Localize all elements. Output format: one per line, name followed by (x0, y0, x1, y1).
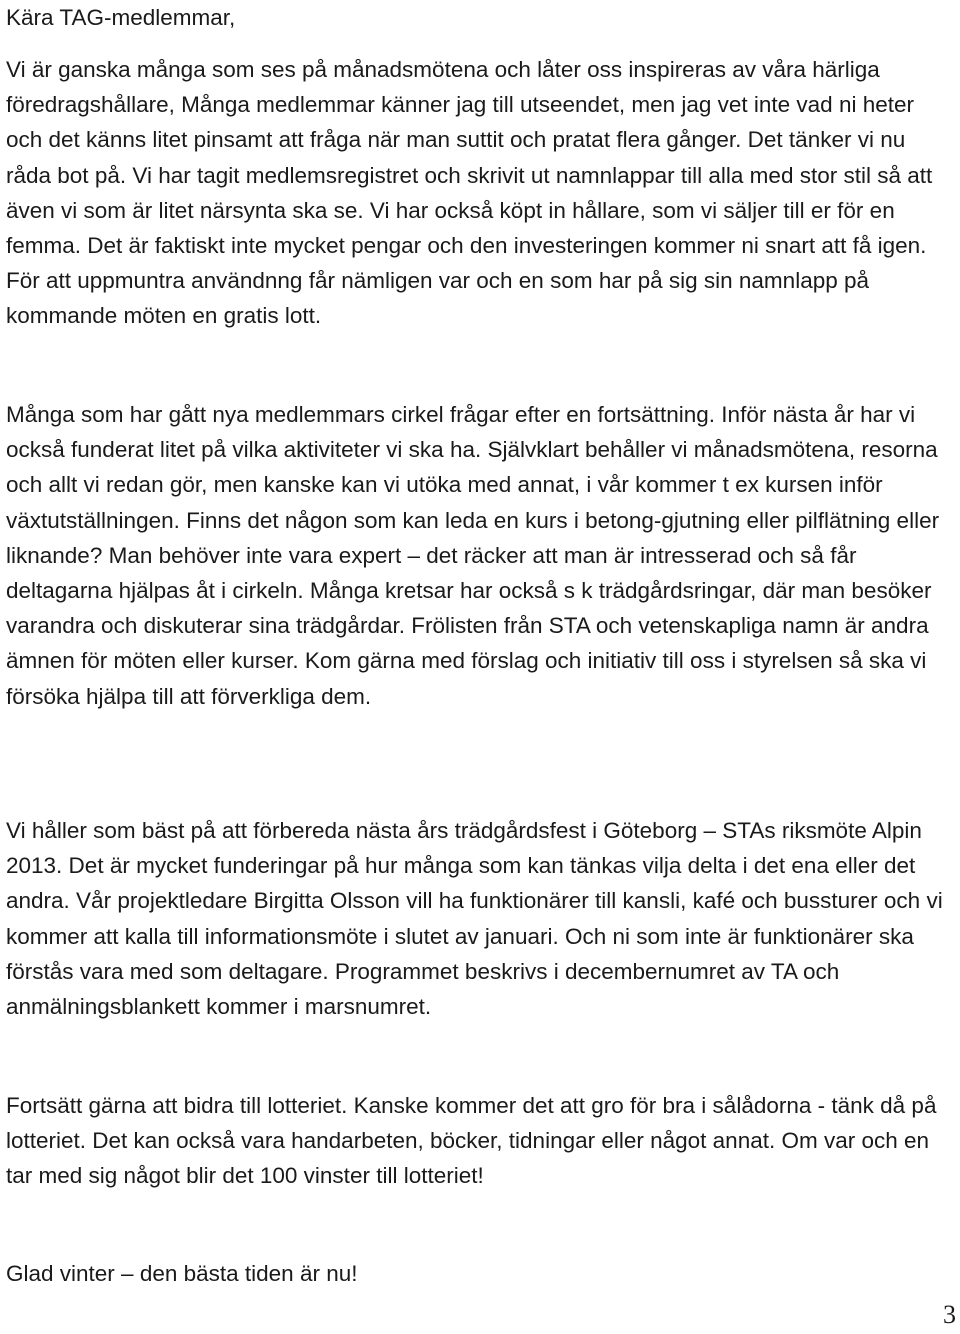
paragraph-lottery: Fortsätt gärna att bidra till lotteriet. Kanske kommer det att gro för bra i sålådorna - tänk då på lotteriet. Det kan också vara handarbeten, böcker, tidningar eller något annat. Om var och en tar med sig något blir det 100 vinster till lotteriet! (6, 1093, 937, 1189)
letter-closing: Glad vinter – den bästa tiden är nu! (6, 1261, 358, 1286)
paragraph-name-tags: Vi är ganska många som ses på månadsmötena och låter oss inspireras av våra härliga föredragshållare, Många medlemmar känner jag till utseendet, men jag vet inte vad ni heter och det känns litet pinsamt att fråga när man suttit och pratat flera gånger. Det tänker vi nu råda bot på. Vi har tagit medlemsregistret och skrivit ut namnlappar till alla med stor stil så att även vi som är litet närsynta ska se. Vi har också köpt in hållare, som vi säljer till er för en femma. Det är faktiskt inte mycket pengar och den investeringen kommer ni snart att få igen. För att uppmuntra användnng får nämligen var och en som har på sig sin namnlapp på kommande möten en gratis lott. (6, 57, 933, 329)
paragraph-activities: Många som har gått nya medlemmars cirkel frågar efter en fortsättning. Inför nästa år har vi också funderat litet på vilka aktiviteter vi ska ha. Självklart behåller vi månadsmötena, resorna och allt vi redan gör, men kanske kan vi utöka med annat, i vår kommer t ex kursen inför växtutställningen. Finns det någon som kan leda en kurs i betong-gjutning eller pilflätning eller liknande? Man behöver inte vara expert – det räcker att man är intresserad och så får deltagarna hjälpas åt i cirkeln. Många kretsar har också s k trädgårdsringar, där man besöker varandra och diskuterar sina trädgårdar. Frölisten från STA och vetenskapliga namn är andra ämnen för möten eller kurser. Kom gärna med förslag och initiativ till oss i styrelsen så ska vi försöka hjälpa till att förverkliga dem. (6, 402, 940, 709)
paragraph-alpin-2013: Vi håller som bäst på att förbereda nästa års trädgårdsfest i Göteborg – STAs riksmöte Alpin 2013. Det är mycket funderingar på hur många som kan tänkas vilja delta i det ena eller det andra. Vår projektledare Birgitta Olsson vill ha funktionärer till kansli, kafé och bussturer och vi kommer att kalla till informationsmöte i slutet av januari. Och ni som inte är funktionärer ska förstås vara med som deltagare. Programmet beskrivs i decembernumret av TA och anmälningsblankett kommer i marsnumret. (6, 818, 943, 1020)
page-number: 3 (943, 1300, 956, 1329)
letter-greeting: Kära TAG-medlemmar, (6, 5, 236, 30)
